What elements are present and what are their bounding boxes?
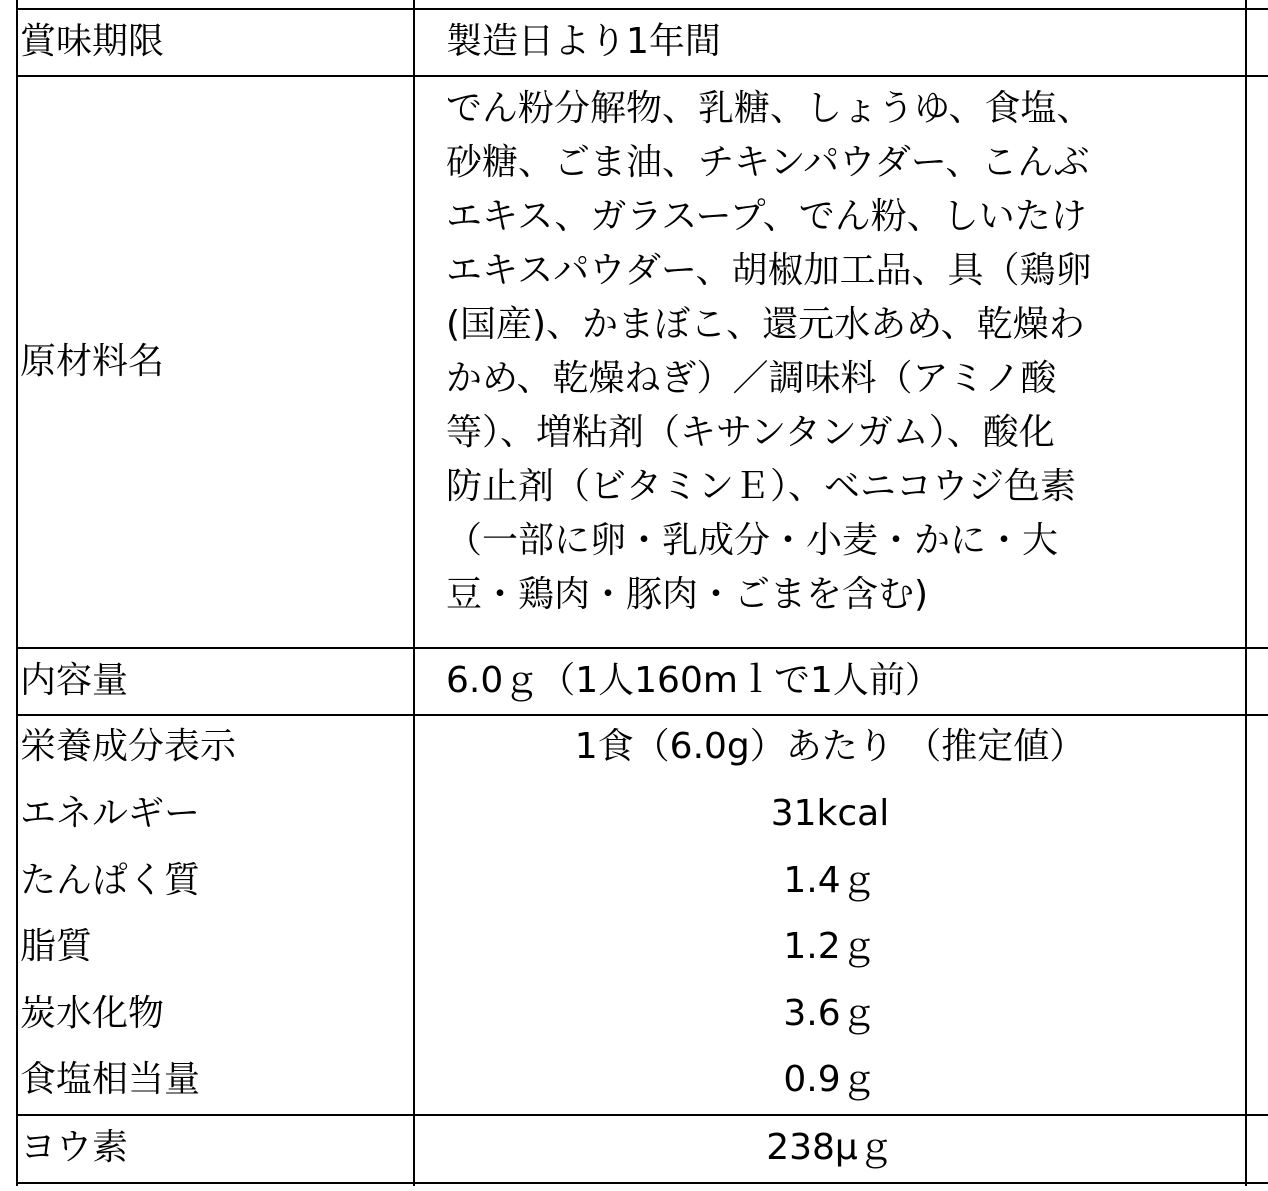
salt-equivalent-value: 0.9ｇ (783, 1059, 877, 1100)
ingredients-line: (国産)、かまぼこ、還元水あめ、乾燥わ (446, 304, 1085, 345)
table-row-divider (16, 75, 1268, 77)
carbohydrate-value: 3.6ｇ (783, 993, 877, 1034)
expiry-value: 製造日より1年間 (446, 21, 721, 62)
table-border-left (16, 0, 18, 1186)
ingredients-line: 等）、増粘剤（キサンタンガム）、酸化 (446, 412, 1055, 453)
nutrition-label: 栄養成分表示 (20, 726, 237, 767)
fat-label: 脂質 (20, 926, 93, 967)
energy-value: 31kcal (770, 793, 890, 834)
expiry-label: 賞味期限 (20, 21, 165, 62)
ingredients-line: 豆・鶏肉・豚肉・ごまを含む) (446, 574, 929, 615)
salt-equivalent-label: 食塩相当量 (20, 1059, 201, 1100)
ingredients-line: でん粉分解物、乳糖、しょうゆ、食塩、 (446, 88, 1093, 129)
iodine-value: 238μｇ (766, 1127, 894, 1168)
content-value: 6.0ｇ（1人160mｌで1人前） (446, 660, 941, 701)
ingredients-label: 原材料名 (20, 341, 165, 382)
energy-label: エネルギー (20, 793, 201, 834)
ingredients-line: エキスパウダー、胡椒加工品、具（鶏卵 (446, 250, 1092, 291)
protein-value: 1.4ｇ (783, 860, 877, 901)
carbohydrate-label: 炭水化物 (20, 993, 165, 1034)
ingredients-value (446, 82, 1246, 622)
ingredients-line: （一部に卵・乳成分・小麦・かに・大 (446, 520, 1059, 561)
iodine-label: ヨウ素 (20, 1127, 129, 1168)
content-label: 内容量 (20, 660, 129, 701)
ingredients-line: かめ、乾燥ねぎ）／調味料（アミノ酸 (446, 358, 1057, 399)
nutrition-basis: 1食（6.0g）あたり （推定値） (574, 726, 1086, 767)
fat-value: 1.2ｇ (783, 926, 877, 967)
table-row-divider (16, 1182, 1268, 1184)
ingredients-line: エキス、ガラスープ、でん粉、しいたけ (446, 196, 1087, 237)
ingredients-line: 砂糖、ごま油、チキンパウダー、こんぶ (446, 142, 1090, 183)
protein-label: たんぱく質 (20, 860, 201, 901)
ingredients-line: 防止剤（ビタミンＥ）、ベニコウジ色素 (446, 466, 1077, 507)
